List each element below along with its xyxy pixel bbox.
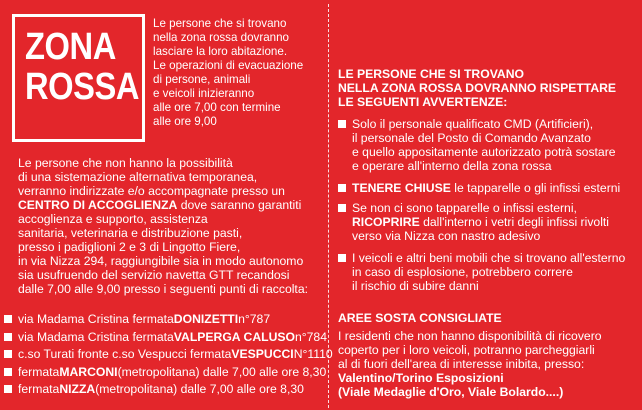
square-bullet-icon — [4, 350, 12, 358]
parking-line: coperto per i loro veicoli, potranno parcheggiarli — [338, 343, 595, 357]
para-line: in via Nizza 294, raggiungibile sia in modo autonomo — [18, 254, 304, 268]
intro-line: lasciare la loro abitazione. — [153, 45, 288, 58]
warning-item-cover-windows: Se non ci sono tapparelle o infissi esterni, RICOPRIRE dall'interno i vetri degli infissi rivolti verso via Nizza con nastro adesivo — [338, 201, 638, 243]
para-line: di una sistemazione alternativa temporanea, — [18, 170, 258, 184]
zona-title-line1: ZONA — [25, 26, 116, 68]
square-bullet-icon — [338, 120, 346, 128]
rally-point-item: c.so Turati fronte c.so Vespucci fermata VESPUCCI N°1110 — [4, 347, 326, 365]
evacuation-intro — [153, 17, 328, 129]
parking-line: I residenti che non hanno disponibilità di ricovero — [338, 329, 602, 343]
intro-line: nella zona rossa dovranno — [153, 31, 289, 44]
square-bullet-icon — [4, 385, 12, 393]
para-line: Le persone che non hanno la possibilità — [18, 156, 233, 170]
para-line: sia usufruendo del servizio navetta GTT recandosi — [18, 268, 290, 282]
zona-rossa-box — [12, 14, 145, 142]
rally-points-list — [4, 312, 333, 400]
intro-line: Le persone che si trovano — [153, 17, 287, 30]
warning-item-keep-closed: TENERE CHIUSE le tapparelle o gli infissi esterni — [338, 181, 638, 195]
para-line: accoglienza e supporto, assistenza — [18, 212, 208, 226]
intro-line: Le operazioni di evacuazione — [153, 59, 304, 72]
warning-item-vehicles: I veicoli e altri beni mobili che si trovano all'esterno in caso di esplosione, potrebbero correre il rischio di subire danni — [338, 251, 638, 293]
parking-areas-section — [338, 311, 638, 399]
square-bullet-icon — [338, 184, 346, 192]
warnings-heading: LE PERSONE CHE SI TROVANO NELLA ZONA ROSSA DOVRANNO RISPETTARE LE SEGUENTI AVVERTENZE: — [338, 67, 617, 109]
square-bullet-icon — [338, 204, 346, 212]
square-bullet-icon — [4, 333, 12, 341]
intro-line: e veicoli inizieranno — [153, 87, 255, 100]
intro-line: alle ore 7,00 con termine — [153, 101, 281, 114]
rally-point-item: via Madama Cristina fermata VALPERGA CALUSO n°784 — [4, 330, 326, 348]
parking-place-streets: (Viale Medaglie d'Oro, Viale Bolardo....) — [338, 385, 564, 399]
parking-title: AREE SOSTA CONSIGLIATE — [338, 311, 502, 325]
square-bullet-icon — [4, 368, 12, 376]
square-bullet-icon — [338, 254, 346, 262]
para-line: verranno indirizzate e/o accompagnate presso un — [18, 184, 285, 198]
parking-line: al di fuori dell'area di interesse inibita, presso: — [338, 357, 585, 371]
parking-place-name: Valentino/Torino Esposizioni — [338, 371, 504, 385]
warning-item-authorized-personnel: Solo il personale qualificato CMD (Artificieri), il personale del Posto di Comando Avanzato e quello appositamente autorizzato potrà sostare e operare all'interno della zona rossa — [338, 117, 638, 173]
zona-title-line2: ROSSA — [25, 66, 140, 108]
para-line: CENTRO DI ACCOGLIENZA dove saranno garantiti — [18, 198, 302, 212]
zona-rossa-title — [25, 27, 139, 107]
rally-point-item: fermata MARCONI (metropolitana) dalle 7,00 alle ore 8,30 — [4, 365, 326, 383]
para-line: presso i padiglioni 2 e 3 di Lingotto Fiere, — [18, 240, 241, 254]
reception-center-paragraph — [18, 156, 326, 296]
reception-center-label: CENTRO DI ACCOGLIENZA — [18, 198, 178, 212]
rally-point-item: via Madama Cristina fermata DONIZETTI n°787 — [4, 312, 326, 330]
intro-line: di persone, animali — [153, 73, 251, 86]
intro-line: alle ore 9,00 — [153, 115, 217, 128]
rally-point-item: fermata NIZZA (metropolitana) dalle 7,00 alle ore 8,30 — [4, 382, 326, 400]
para-line: sanitaria, veterinaria e distribuzione pasti, — [18, 226, 243, 240]
para-line: dalle 7,00 alle 9,00 presso i seguenti punti di raccolta: — [18, 282, 308, 296]
square-bullet-icon — [4, 315, 12, 323]
